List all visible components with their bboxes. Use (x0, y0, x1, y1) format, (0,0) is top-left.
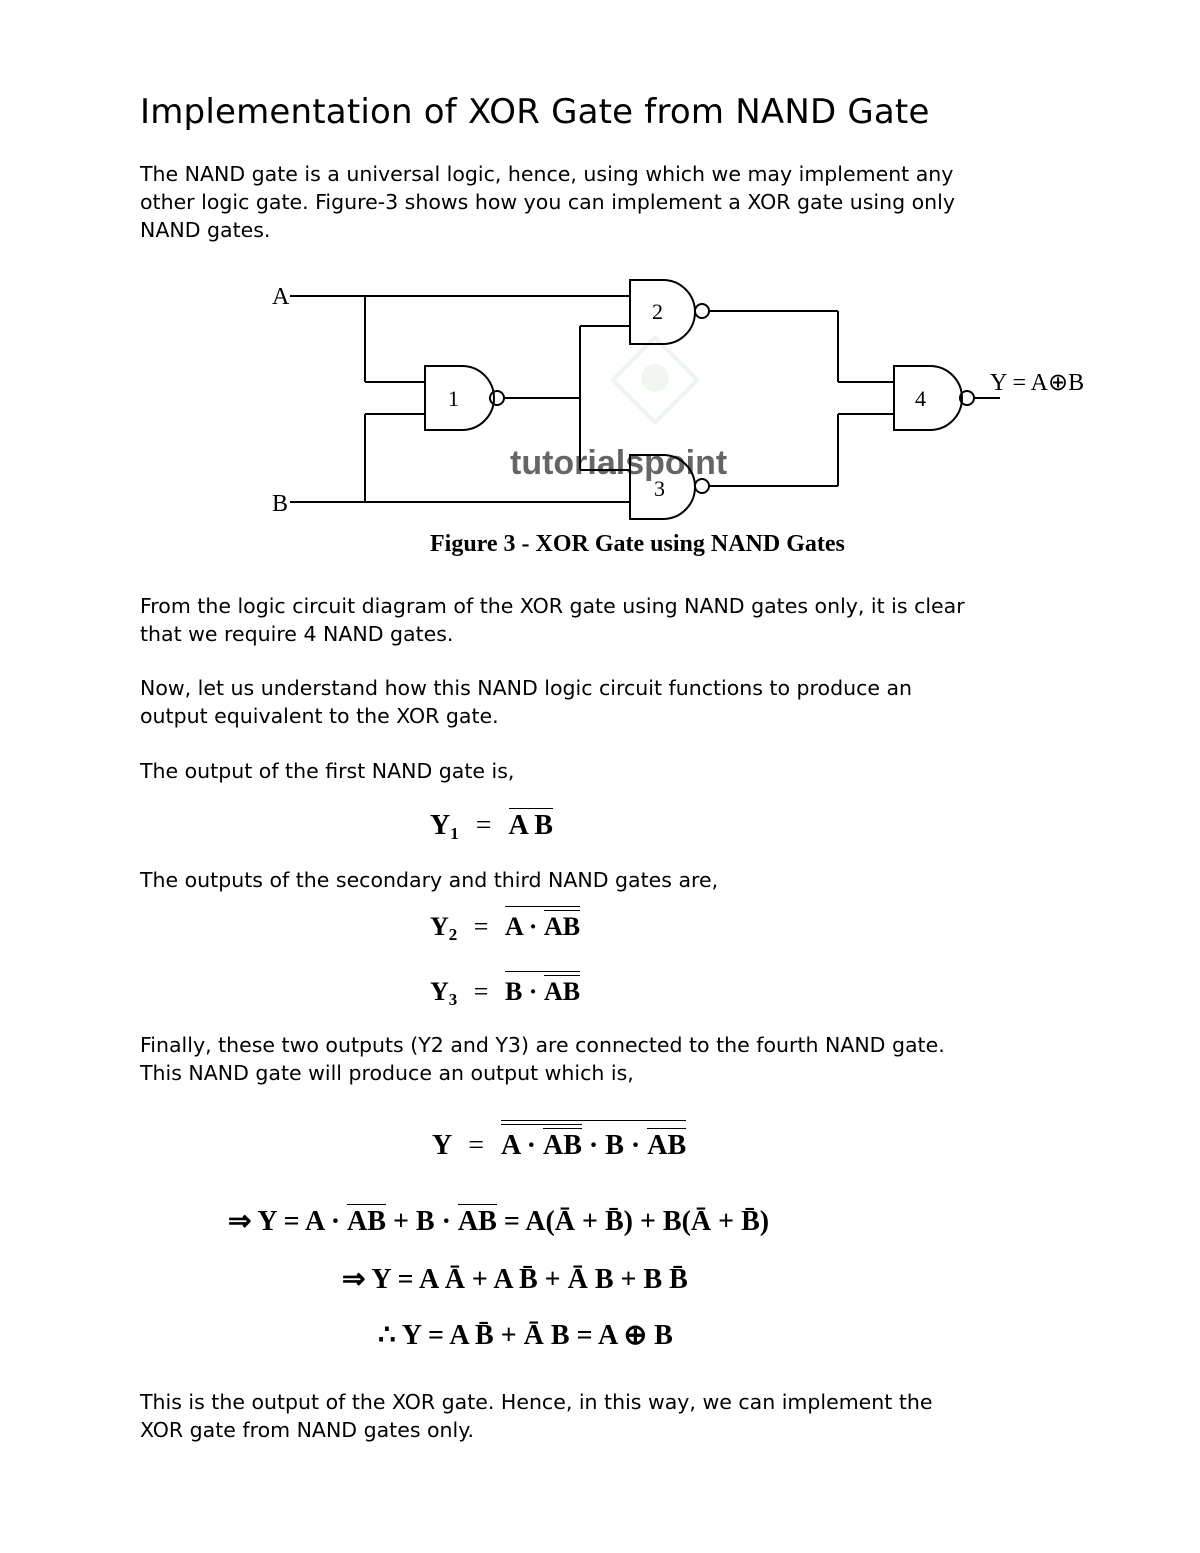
figure-caption: Figure 3 - XOR Gate using NAND Gates (430, 531, 845, 557)
nand-gate-4 (894, 366, 962, 430)
paragraph-first-output: The output of the first NAND gate is, (140, 759, 515, 783)
equation-y: Y = A · AB · B · AB (432, 1120, 686, 1162)
xor-nand-circuit-diagram (0, 0, 1200, 580)
equation-y1: $Y_1 = A$ B (430, 810, 553, 843)
input-a-label: A (272, 284, 290, 310)
gate-1-label: 1 (448, 386, 459, 411)
equation-y3: $Y_3 = B$ · AB (430, 971, 580, 1010)
derivation-line-1: ⇒ Y = A · AB + B · AB = A(Ā + B̄) + B(Ā + B̄) (228, 1206, 770, 1237)
derivation-line-2: ⇒ Y = A Ā + A B̄ + Ā B + B B̄ (342, 1264, 688, 1295)
page-title: Implementation of XOR Gate from NAND Gate (140, 92, 930, 132)
equation-y2: $Y_2 = A$ · AB (430, 906, 580, 945)
paragraph-require: From the logic circuit diagram of the XOR gate using NAND gates only, it is clear that we require 4 NAND gates. (140, 594, 965, 646)
watermark-text: tutorialspoint (510, 444, 728, 482)
gate-4-label: 4 (915, 386, 926, 411)
gate-3-label: 3 (654, 476, 665, 501)
nand-gate-1 (425, 366, 494, 430)
watermark-logo (613, 338, 698, 423)
input-b-label: B (272, 491, 289, 517)
intro-paragraph: The NAND gate is a universal logic, hence, using which we may implement any other logic gate. Figure-3 shows how you can implement a XOR gate using only NAND gates. (140, 162, 956, 242)
paragraph-second-outputs: The outputs of the secondary and third NAND gates are, (140, 868, 719, 892)
gate-2-label: 2 (652, 299, 663, 324)
paragraph-final: Finally, these two outputs (Y2 and Y3) are connected to the fourth NAND gate. This NAND gate will produce an output which is, (140, 1033, 945, 1085)
paragraph-understand: Now, let us understand how this NAND logic circuit functions to produce an output equivalent to the XOR gate. (140, 676, 913, 728)
paragraph-conclusion: This is the output of the XOR gate. Hence, in this way, we can implement the XOR gate from NAND gates only. (140, 1390, 933, 1442)
output-label: Y = A⊕B (990, 370, 1085, 396)
derivation-line-3: ∴ Y = A B̄ + Ā B = A ⊕ B (378, 1320, 673, 1351)
